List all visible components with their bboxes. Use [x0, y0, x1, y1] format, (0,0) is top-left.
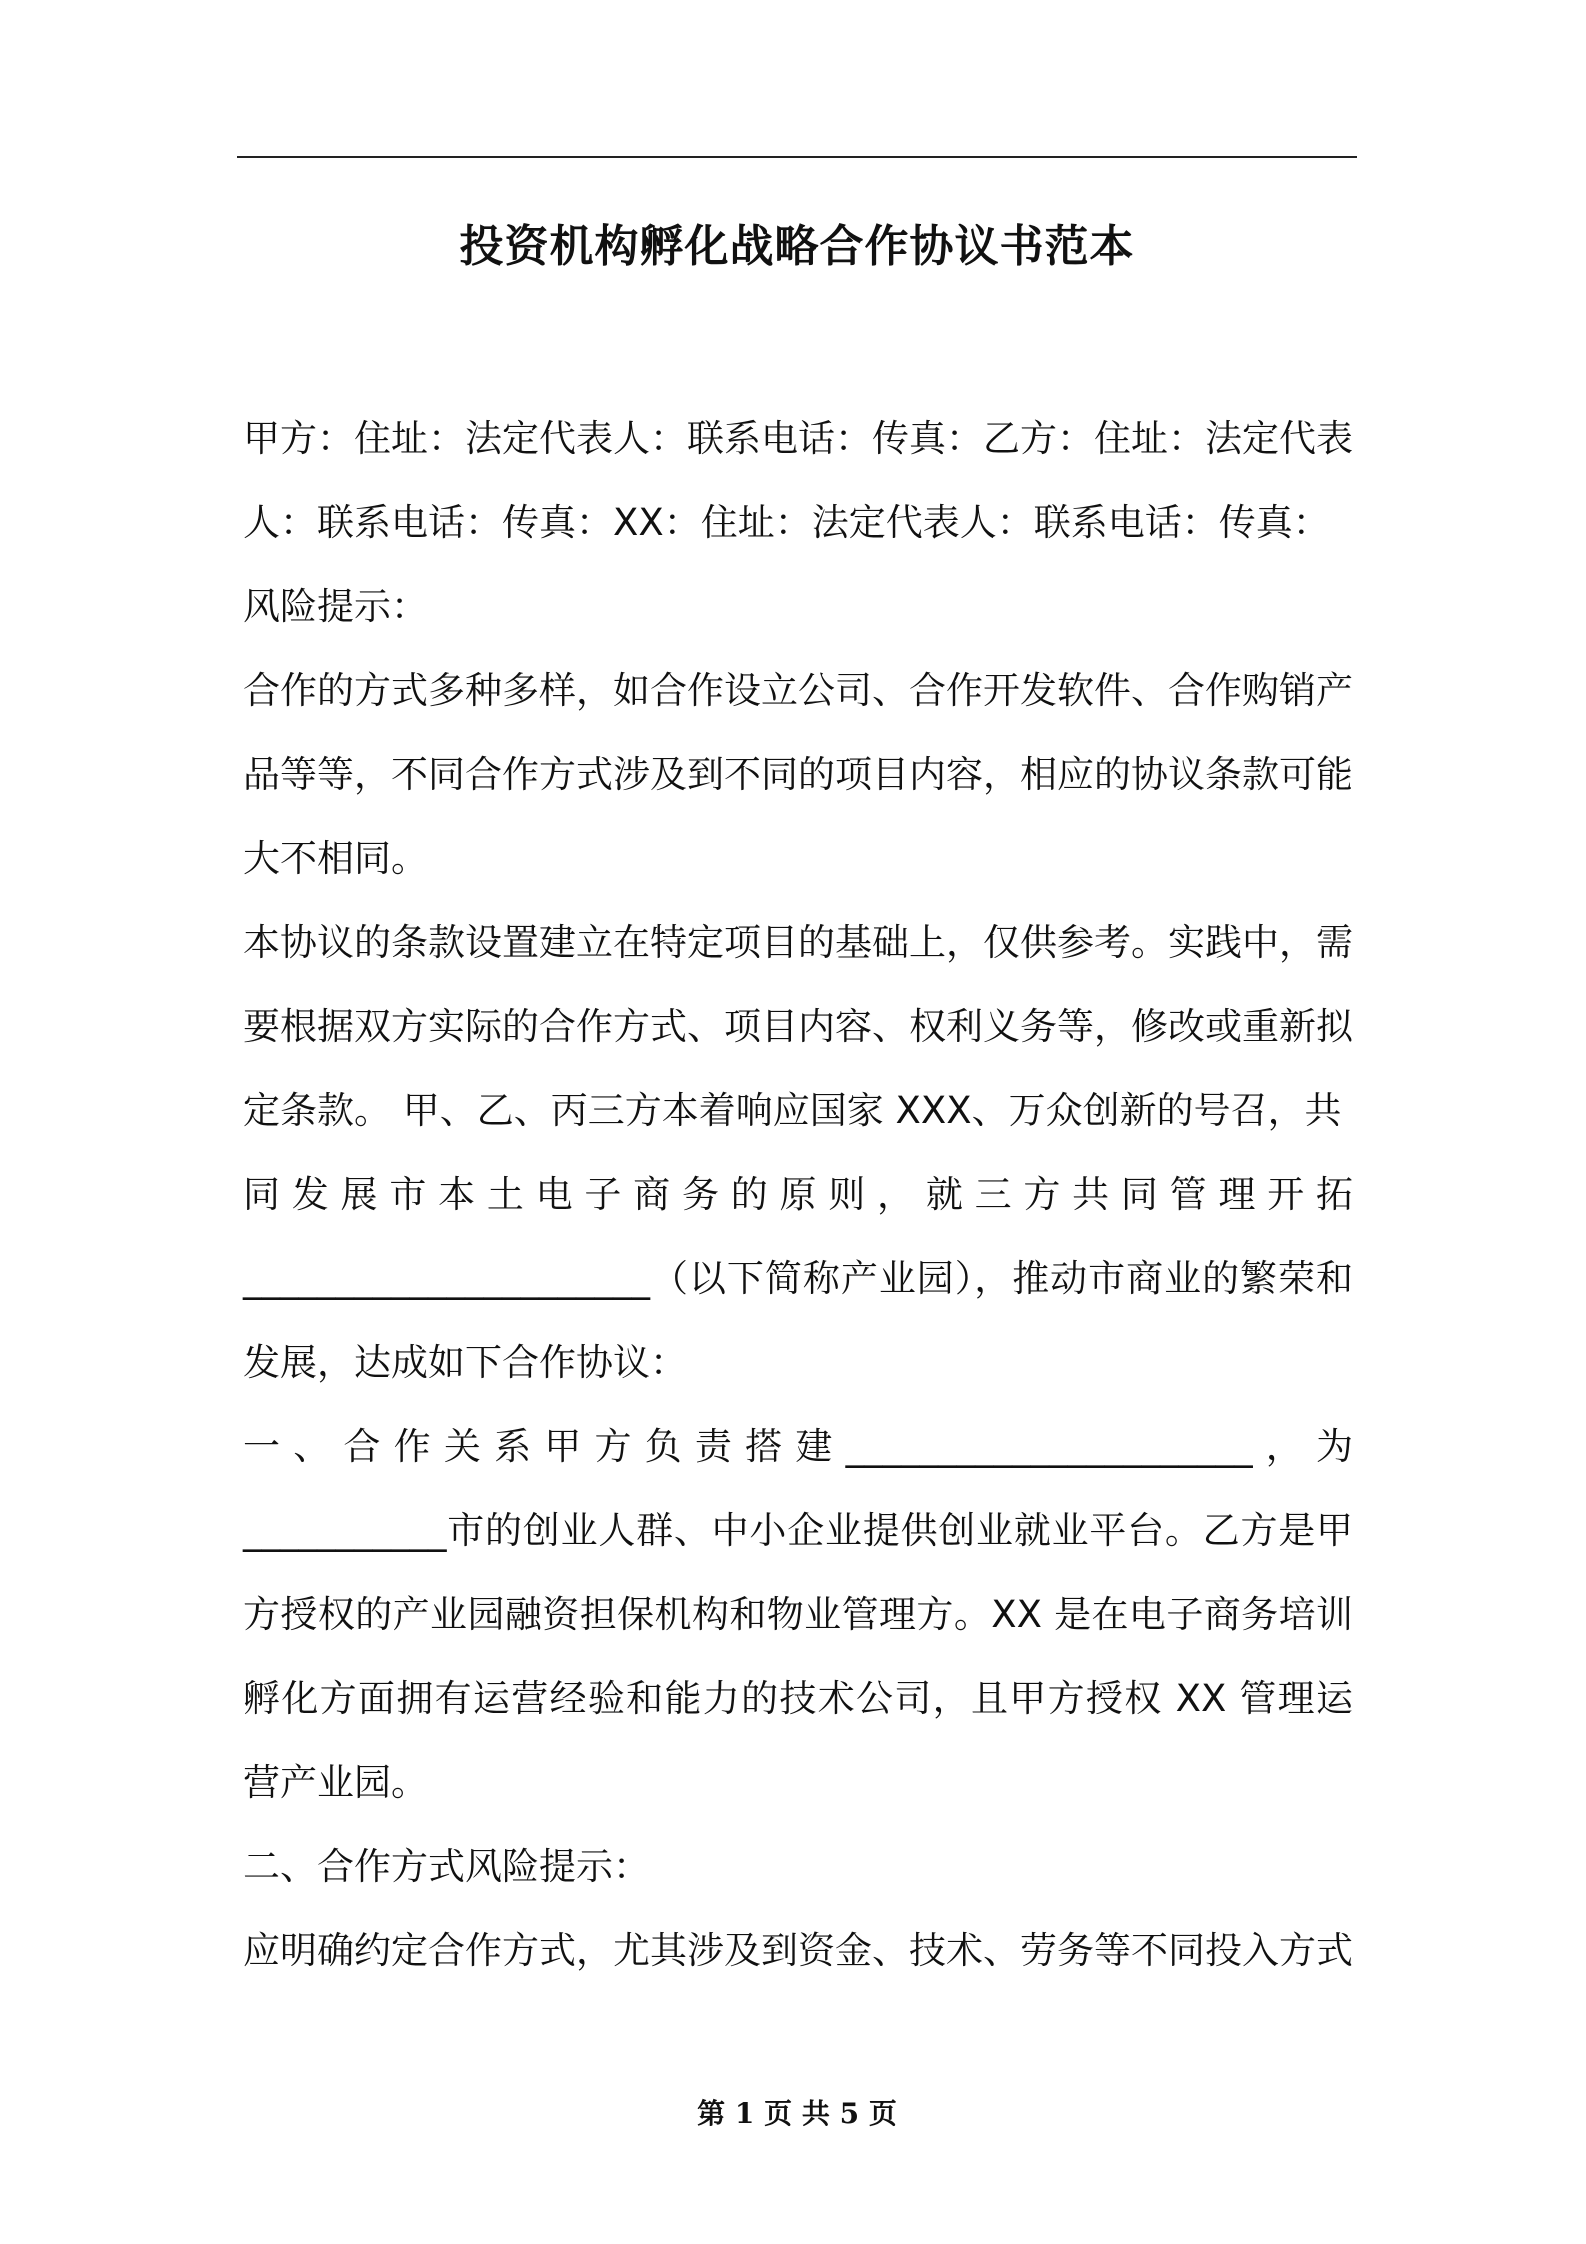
- section-two-body: 应明确约定合作方式，尤其涉及到资金、技术、劳务等不同投入方式: [243, 1929, 1353, 1972]
- page-number-label: 第 1 页 共 5 页: [697, 2097, 897, 2130]
- section-one-heading-line: 一、合作关系甲方负责搭建______________________，为: [243, 1425, 1353, 1468]
- parties-paragraph: 甲方：住址：法定代表人：联系电话：传真：乙方：住址：法定代表人：联系电话：传真：XX：住址：法定代表人：联系电话：传真：: [243, 417, 1353, 544]
- document-body: [243, 397, 1353, 1993]
- document-title: 投资机构孵化战略合作协议书范本: [459, 221, 1135, 272]
- header-rule: [237, 156, 1357, 158]
- reference-note-paragraph: 本协议的条款设置建立在特定项目的基础上，仅供参考。实践中，需要根据双方实际的合作方式、项目内容、权利义务等，修改或重新拟定条款。 甲、乙、丙三方本着响应国家 XXX、万众创新的号召，共: [243, 921, 1353, 1132]
- page-number-footer: [237, 2094, 1357, 2134]
- industrial-park-paragraph: ______________________（以下简称产业园），推动市商业的繁荣和发展，达成如下合作协议：: [243, 1257, 1353, 1384]
- cooperation-methods-paragraph: 合作的方式多种多样，如合作设立公司、合作开发软件、合作购销产品等等，不同合作方式涉及到不同的项目内容，相应的协议条款可能大不相同。: [243, 669, 1353, 880]
- section-two-heading: 二、合作方式风险提示：: [243, 1845, 650, 1888]
- joint-development-line: 同发展市本土电子商务的原则，就三方共同管理开拓: [243, 1173, 1353, 1216]
- section-one-body: ___________市的创业人群、中小企业提供创业就业平台。乙方是甲方授权的产业园融资担保机构和物业管理方。XX 是在电子商务培训孵化方面拥有运营经验和能力的技术公司，且甲方授权 XX 管理运营产业园。: [243, 1509, 1353, 1804]
- risk-notice-heading: 风险提示：: [243, 585, 428, 628]
